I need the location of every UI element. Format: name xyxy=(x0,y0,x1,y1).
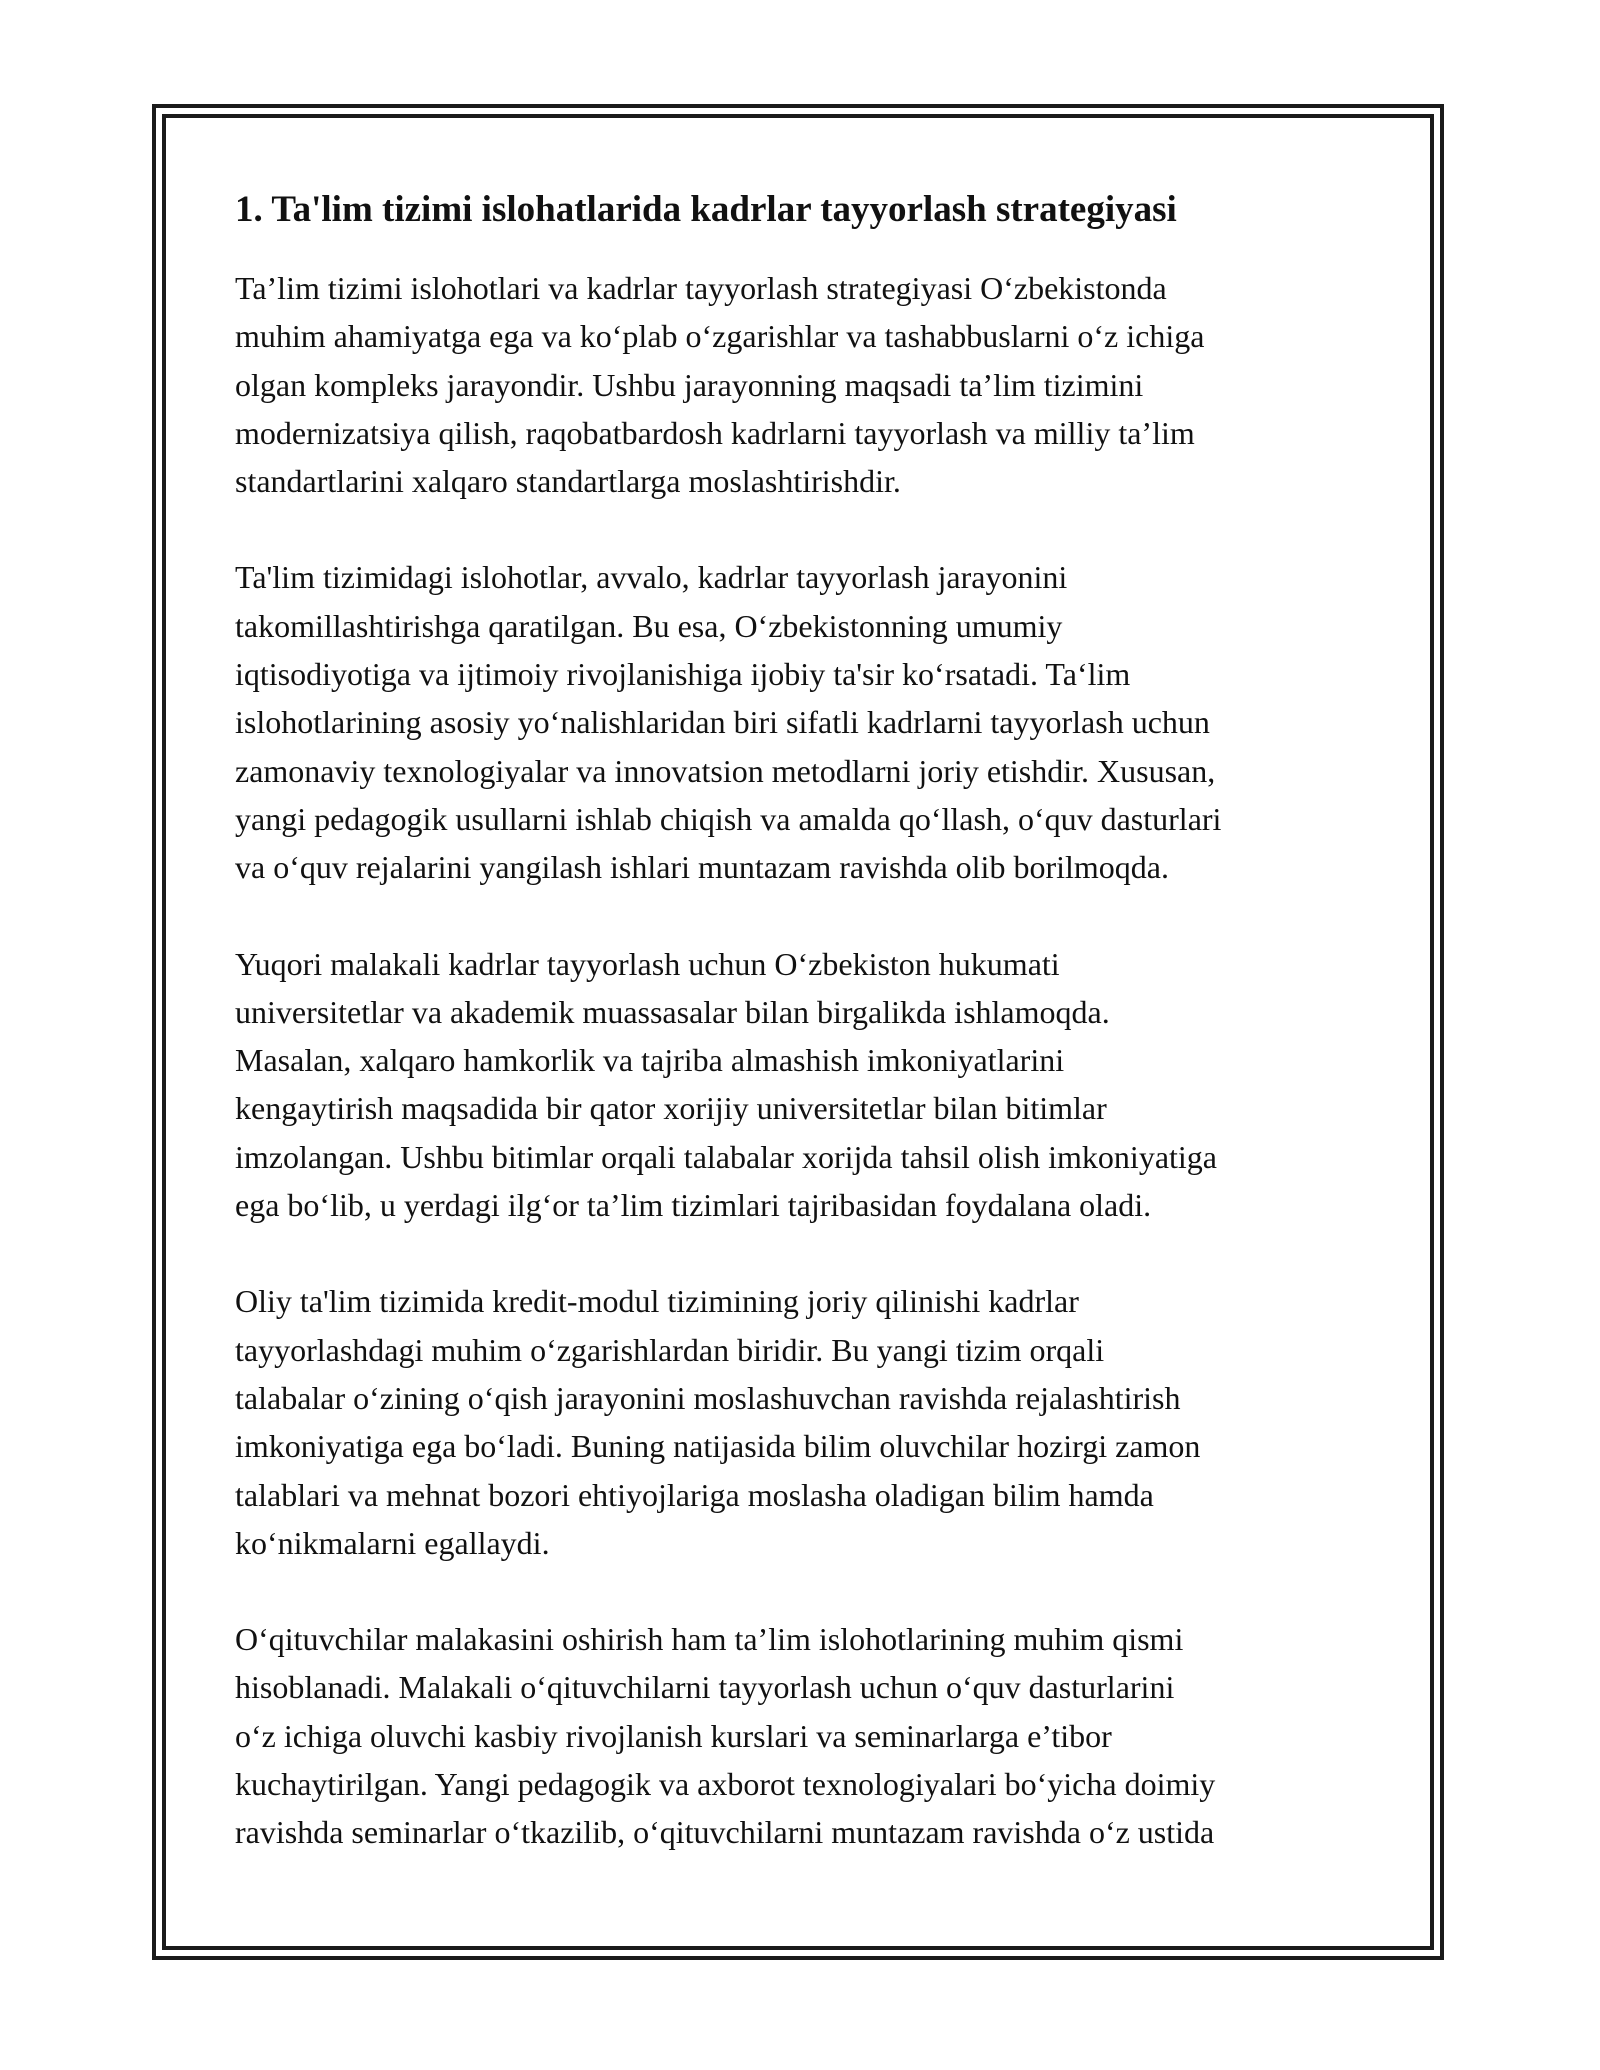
text-line: tayyorlashdagi muhim o‘zgarishlardan biridir. Bu yangi tizim orqali xyxy=(235,1331,1105,1368)
paragraph-5 xyxy=(235,1615,1375,1856)
text-line: O‘qituvchilar malakasini oshirish ham ta’lim islohotlarining muhim qismi xyxy=(235,1621,1184,1658)
text-line: yangi pedagogik usullarni ishlab chiqish va amalda qo‘llash, o‘quv dasturlari xyxy=(235,800,1222,837)
paragraph-4 xyxy=(235,1277,1375,1567)
text-line: Yuqori malakali kadrlar tayyorlash uchun O‘zbekiston hukumati xyxy=(235,945,1060,982)
text-line: Masalan, xalqaro hamkorlik va tajriba almashish imkoniyatlarini xyxy=(235,1042,1065,1079)
section-heading: 1. Ta'lim tizimi islohatlarida kadrlar tayyorlash strategiyasi xyxy=(235,189,1177,230)
text-line: standartlarini xalqaro standartlarga moslashtirishdir. xyxy=(235,463,901,500)
text-line: ko‘nikmalarni egallaydi. xyxy=(235,1524,550,1561)
text-line: universitetlar va akademik muassasalar bilan birgalikda ishlamoqda. xyxy=(235,993,1110,1030)
paragraph-2 xyxy=(235,553,1375,891)
text-line: muhim ahamiyatga ega va ko‘plab o‘zgarishlar va tashabbuslarni o‘z ichiga xyxy=(235,318,1205,355)
text-line: modernizatsiya qilish, raqobatbardosh kadrlarni tayyorlash va milliy ta’lim xyxy=(235,414,1195,451)
text-line: kengaytirish maqsadida bir qator xorijiy universitetlar bilan bitimlar xyxy=(235,1090,1107,1127)
text-line: islohotlarining asosiy yo‘nalishlaridan biri sifatli kadrlarni tayyorlash uchun xyxy=(235,704,1210,741)
text-line: Ta'lim tizimidagi islohotlar, avvalo, kadrlar tayyorlash jarayonini xyxy=(235,559,1068,596)
text-line: takomillashtirishga qaratilgan. Bu esa, O‘zbekistonning umumiy xyxy=(235,607,1063,644)
text-line: ega bo‘lib, u yerdagi ilg‘or ta’lim tizimlari tajribasidan foydalana oladi. xyxy=(235,1187,1152,1224)
text-line: talabalar o‘zining o‘qish jarayonini moslashuvchan ravishda rejalashtirish xyxy=(235,1379,1181,1416)
text-line: o‘z ichiga oluvchi kasbiy rivojlanish kurslari va seminarlarga e’tibor xyxy=(235,1717,1112,1754)
paragraph-1 xyxy=(235,264,1375,505)
text-line: imzolangan. Ushbu bitimlar orqali talabalar xorijda tahsil olish imkoniyatiga xyxy=(235,1138,1217,1175)
text-line: talablari va mehnat bozori ehtiyojlariga moslasha oladigan bilim hamda xyxy=(235,1476,1154,1513)
text-line: olgan kompleks jarayondir. Ushbu jarayonning maqsadi ta’lim tizimini xyxy=(235,366,1144,403)
text-line: ravishda seminarlar o‘tkazilib, o‘qituvchilarni muntazam ravishda o‘z ustida xyxy=(235,1814,1215,1851)
text-line: Ta’lim tizimi islohotlari va kadrlar tayyorlash strategiyasi O‘zbekistonda xyxy=(235,270,1167,306)
text-line: kuchaytirilgan. Yangi pedagogik va axborot texnologiyalari bo‘yicha doimiy xyxy=(235,1766,1216,1803)
text-line: zamonaviy texnologiyalar va innovatsion metodlarni joriy etishdir. Xususan, xyxy=(235,752,1216,789)
text-line: va o‘quv rejalarini yangilash ishlari muntazam ravishda olib borilmoqda. xyxy=(235,849,1169,886)
text-line: imkoniyatiga ega bo‘ladi. Buning natijasida bilim oluvchilar hozirgi zamon xyxy=(235,1428,1201,1465)
text-line: Oliy ta'lim tizimida kredit-modul tizimining joriy qilinishi kadrlar xyxy=(235,1283,1079,1320)
text-line: hisoblanadi. Malakali o‘qituvchilarni tayyorlash uchun o‘quv dasturlarini xyxy=(235,1669,1175,1706)
document-body xyxy=(235,188,1375,1905)
text-line: iqtisodiyotiga va ijtimoiy rivojlanishiga ijobiy ta'sir ko‘rsatadi. Ta‘lim xyxy=(235,656,1131,693)
paragraph-3 xyxy=(235,940,1375,1230)
